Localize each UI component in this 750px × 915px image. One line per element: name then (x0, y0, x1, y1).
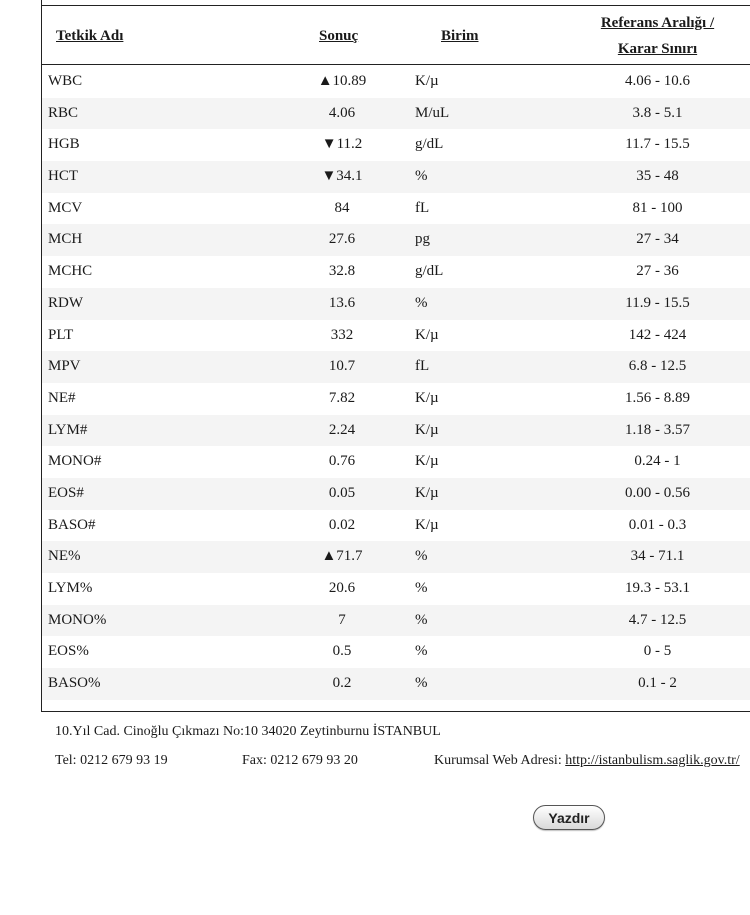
unit-cell: fL (415, 358, 430, 375)
reference-range-cell: 142 - 424 (628, 326, 687, 343)
reference-range-cell: 27 - 34 (636, 231, 679, 248)
table-row (42, 320, 750, 352)
reference-range-cell: 1.18 - 3.57 (625, 421, 690, 438)
test-name-cell: HGB (48, 136, 80, 153)
result-cell: 0.76 (328, 453, 356, 470)
footer-web-link[interactable]: http://istanbulism.saglik.gov.tr/ (565, 753, 740, 768)
unit-cell: K/µ (415, 516, 439, 533)
result-cell: 4.06 (328, 104, 356, 121)
footer-address: 10.Yıl Cad. Cinoğlu Çıkmazı No:10 34020 Zeytinburnu İSTANBUL (55, 724, 441, 739)
reference-range-cell: 3.8 - 5.1 (632, 104, 683, 121)
table-row (42, 541, 750, 573)
test-name-cell: NE# (48, 389, 76, 406)
reference-range-cell: 81 - 100 (632, 199, 683, 216)
table-row (42, 510, 750, 542)
test-name-cell: NE% (48, 548, 81, 565)
reference-range-cell: 11.9 - 15.5 (625, 294, 690, 311)
reference-range-cell: 0.1 - 2 (638, 675, 677, 692)
unit-cell: % (415, 643, 428, 660)
result-cell: 7 (338, 611, 346, 628)
result-cell: 20.6 (328, 580, 356, 596)
unit-cell: K/µ (415, 453, 439, 470)
unit-cell: g/dL (415, 136, 444, 153)
result-cell: 13.6 (328, 294, 356, 311)
table-row (42, 415, 750, 447)
unit-cell: % (415, 675, 428, 692)
test-name-cell: PLT (48, 326, 74, 343)
test-name-cell: LYM% (48, 580, 93, 596)
test-name-cell: MCH (48, 231, 83, 248)
unit-cell: K/µ (415, 326, 439, 343)
result-cell: ▼34.1 (321, 168, 363, 185)
table-row (42, 129, 750, 161)
reference-range-cell: 34 - 71.1 (630, 548, 685, 565)
result-cell: 0.5 (332, 643, 352, 660)
result-cell: ▼11.2 (321, 136, 363, 153)
footer-web (434, 753, 740, 769)
test-name-cell: MPV (48, 358, 81, 375)
reference-range-cell: 0.01 - 0.3 (628, 516, 687, 533)
reference-range-cell: 19.3 - 53.1 (625, 580, 690, 596)
header-test-name: Tetkik Adı (56, 28, 124, 44)
reference-range-cell: 4.06 - 10.6 (625, 73, 690, 89)
header-reference-line2: Karar Sınırı (617, 41, 698, 57)
table-row (42, 66, 750, 98)
result-cell: 0.2 (332, 675, 352, 692)
footer-phone: Tel: 0212 679 93 19 (55, 753, 168, 768)
table-row (42, 605, 750, 637)
table-top-border (41, 5, 750, 6)
table-row (42, 224, 750, 256)
table-row (42, 351, 750, 383)
test-name-cell: EOS# (48, 484, 84, 501)
result-cell: ▲71.7 (321, 548, 363, 565)
footer-fax: Fax: 0212 679 93 20 (242, 753, 358, 768)
table-row (42, 256, 750, 288)
unit-cell: K/µ (415, 484, 439, 501)
unit-cell: pg (415, 231, 430, 248)
test-name-cell: MONO# (48, 453, 102, 470)
unit-cell: K/µ (415, 389, 439, 406)
unit-cell: % (415, 611, 428, 628)
unit-cell: % (415, 548, 428, 565)
result-cell: ▲10.89 (317, 73, 367, 89)
result-cell: 10.7 (328, 358, 356, 375)
test-name-cell: BASO# (48, 516, 96, 533)
table-row (42, 193, 750, 225)
header-reference-range (565, 10, 750, 62)
result-cell: 2.24 (328, 421, 356, 438)
print-button[interactable]: Yazdır (533, 805, 605, 830)
table-row (42, 98, 750, 130)
reference-range-cell: 35 - 48 (636, 168, 679, 185)
table-row (42, 636, 750, 668)
table-row (42, 288, 750, 320)
unit-cell: % (415, 294, 428, 311)
unit-cell: K/µ (415, 73, 439, 89)
table-row (42, 478, 750, 510)
reference-range-cell: 0.00 - 0.56 (625, 484, 690, 501)
result-cell: 32.8 (328, 263, 356, 280)
test-name-cell: HCT (48, 168, 78, 185)
table-row (42, 573, 750, 605)
test-name-cell: MCHC (48, 263, 93, 280)
result-cell: 332 (330, 326, 354, 343)
reference-range-cell: 11.7 - 15.5 (625, 136, 690, 153)
reference-range-cell: 6.8 - 12.5 (628, 358, 687, 375)
test-name-cell: RDW (48, 294, 83, 311)
test-name-cell: EOS% (48, 643, 89, 660)
results-table-body (42, 66, 750, 700)
table-row (42, 668, 750, 700)
test-name-cell: MONO% (48, 611, 107, 628)
table-row (42, 383, 750, 415)
test-name-cell: LYM# (48, 421, 88, 438)
reference-range-cell: 0.24 - 1 (634, 453, 681, 470)
reference-range-cell: 0 - 5 (643, 643, 672, 660)
reference-range-cell: 4.7 - 12.5 (628, 611, 687, 628)
unit-cell: % (415, 580, 428, 596)
test-name-cell: RBC (48, 104, 79, 121)
reference-range-cell: 1.56 - 8.89 (625, 389, 690, 406)
unit-cell: K/µ (415, 421, 439, 438)
footer-web-label: Kurumsal Web Adresi: (434, 753, 562, 768)
table-row (42, 446, 750, 478)
header-unit: Birim (441, 28, 479, 44)
header-result: Sonuç (319, 28, 359, 44)
unit-cell: % (415, 168, 428, 185)
unit-cell: M/uL (415, 104, 450, 121)
test-name-cell: MCV (48, 199, 83, 216)
header-reference-line1: Referans Aralığı / (600, 15, 715, 31)
result-cell: 27.6 (328, 231, 356, 248)
result-cell: 7.82 (328, 389, 356, 406)
test-name-cell: BASO% (48, 675, 101, 692)
unit-cell: fL (415, 199, 430, 216)
result-cell: 84 (334, 199, 350, 216)
result-cell: 0.05 (328, 484, 356, 501)
table-row (42, 161, 750, 193)
table-header-separator (41, 64, 750, 65)
result-cell: 0.02 (328, 516, 356, 533)
reference-range-cell: 27 - 36 (636, 263, 679, 280)
unit-cell: g/dL (415, 263, 444, 280)
test-name-cell: WBC (48, 73, 83, 89)
